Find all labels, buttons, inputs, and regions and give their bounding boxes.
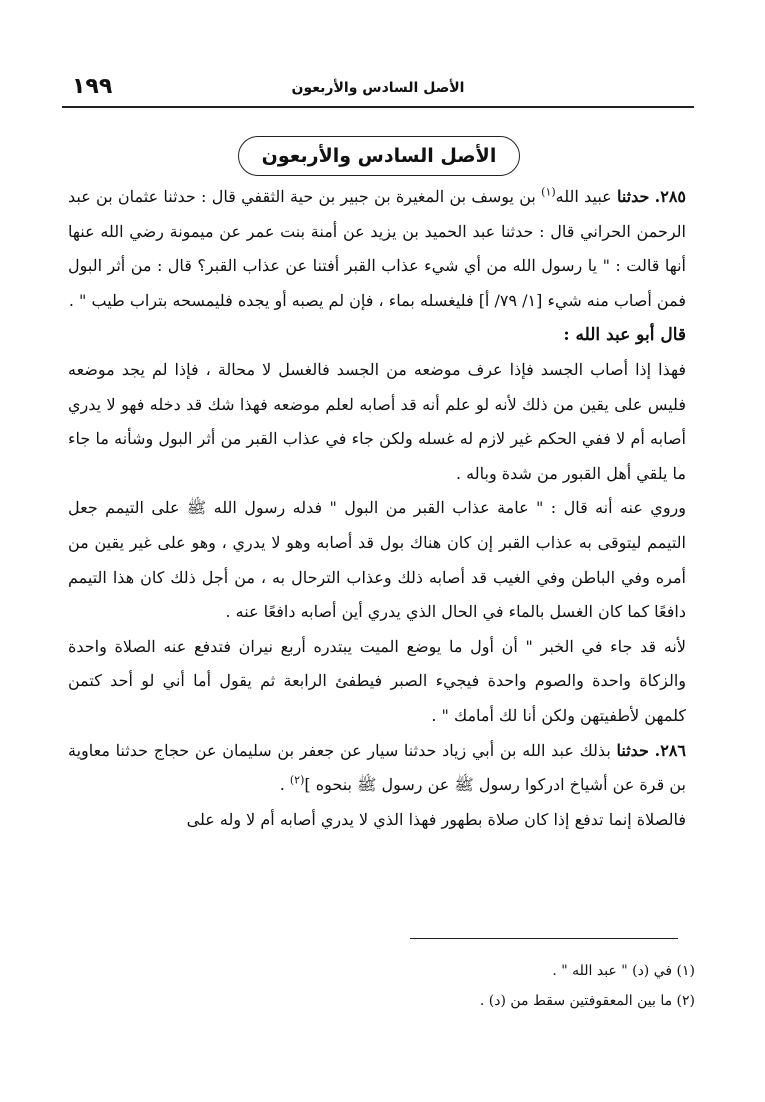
paragraph: فهذا إذا أصاب الجسد فإذا عرف موضعه من الجسد فالغسل لا محالة ، فإذا لم يجد موضعه فليس على يقين من ذلك لأنه لو علم أنه قد أصابه لعلم موضعه فهذا شك قد دخله فهو لا يدري أصابه أم لا ففي الحكم غير لازم له غسله ولكن جاء في عذاب القبر من أثر البول وشأنه ما جاء ما يلقي أهل القبور من شدة وباله . bbox=[68, 359, 686, 483]
paragraph: لأنه قد جاء في الخبر " أن أول ما يوضع الميت يبتدره أربع نيران فتدفع عنه الصلاة واحدة والزكاة واحدة والصوم واحدة فيجيء الصبر فيطفئ الرابعة ثم يقول أما أني لو أحد كتمن كلمهن لأطفيتهن ولكن أنا لك أمامك " . bbox=[68, 636, 686, 725]
hadith-text: . bbox=[279, 775, 285, 795]
running-title: الأصل السادس والأربعون bbox=[291, 80, 465, 96]
paragraph: فالصلاة إنما تدفع إذا كان صلاة بطهور فهذا الذي لا يدري أصابه أم لا وله على bbox=[186, 809, 686, 829]
hadith-285 bbox=[68, 180, 686, 318]
paragraph: وروي عنه أنه قال : " عامة عذاب القبر من البول " فدله رسول الله ﷺ على التيمم جعل التيمم ليتوقى به عذاب القبر إن كان هناك بول قد أصابه وهو لا يدري ، وهو على غير يقين من أمره وفي الباطن وفي الغيب قد أصابه ذلك وعذاب الترحال به ، من أجل ذلك كان هذا التيمم دافعًا كما كان الغسل بالماء في الحال الذي يدري أين أصابه دافعًا عنه . bbox=[68, 498, 687, 622]
footnote-1: (١) في (د) " عبد الله " . bbox=[552, 963, 695, 979]
page-number: ١٩٩ bbox=[72, 74, 113, 99]
page-header bbox=[62, 72, 694, 108]
footnote-ref-1: (١) bbox=[541, 185, 556, 199]
hadith-number: ٢٨٦. bbox=[654, 740, 686, 760]
hadith-number: ٢٨٥. bbox=[654, 187, 687, 206]
footnotes bbox=[300, 956, 695, 1016]
hadith-text: عبيد الله bbox=[555, 187, 612, 206]
main-text bbox=[68, 180, 686, 837]
chapter-title: الأصل السادس والأربعون bbox=[238, 136, 520, 176]
footnote-ref-2: (٢) bbox=[289, 773, 305, 787]
section-subhead: قال أبو عبد الله : bbox=[563, 325, 686, 346]
hadith-lead: حدثنا bbox=[616, 740, 649, 760]
hadith-286 bbox=[68, 734, 686, 803]
hadith-text: بن يوسف بن المغيرة بن جبير بن حية الثقفي قال : حدثنا عثمان بن عبد الرحمن الحراني قال : حدثنا عبد الحميد بن يزيد عن أمنة بنت عمر عن ميمونة رضي الله عنها أنها قالت : " يا رسول الله من أي شيء عذاب القبر أفتنا عن عذاب القبر؟ قال : من أثر البول فمن أصاب منه شيء [١/ ٧٩/ أ] فليغسله بماء ، فإن لم يصبه أو يجده فليمسحه بتراب طيب " . bbox=[68, 187, 686, 310]
hadith-text: بذلك عبد الله بن أبي زياد حدثنا سيار عن جعفر بن سليمان عن حجاج حدثنا معاوية بن قرة عن أشياخ ادركوا رسول ﷺ عن رسول ﷺ بنحوه ] bbox=[68, 740, 686, 795]
footnote-2: (٢) ما بين المعقوفتين سقط من (د) . bbox=[479, 993, 695, 1009]
hadith-lead: حدثنا bbox=[616, 187, 650, 206]
footnote-separator bbox=[410, 938, 678, 939]
